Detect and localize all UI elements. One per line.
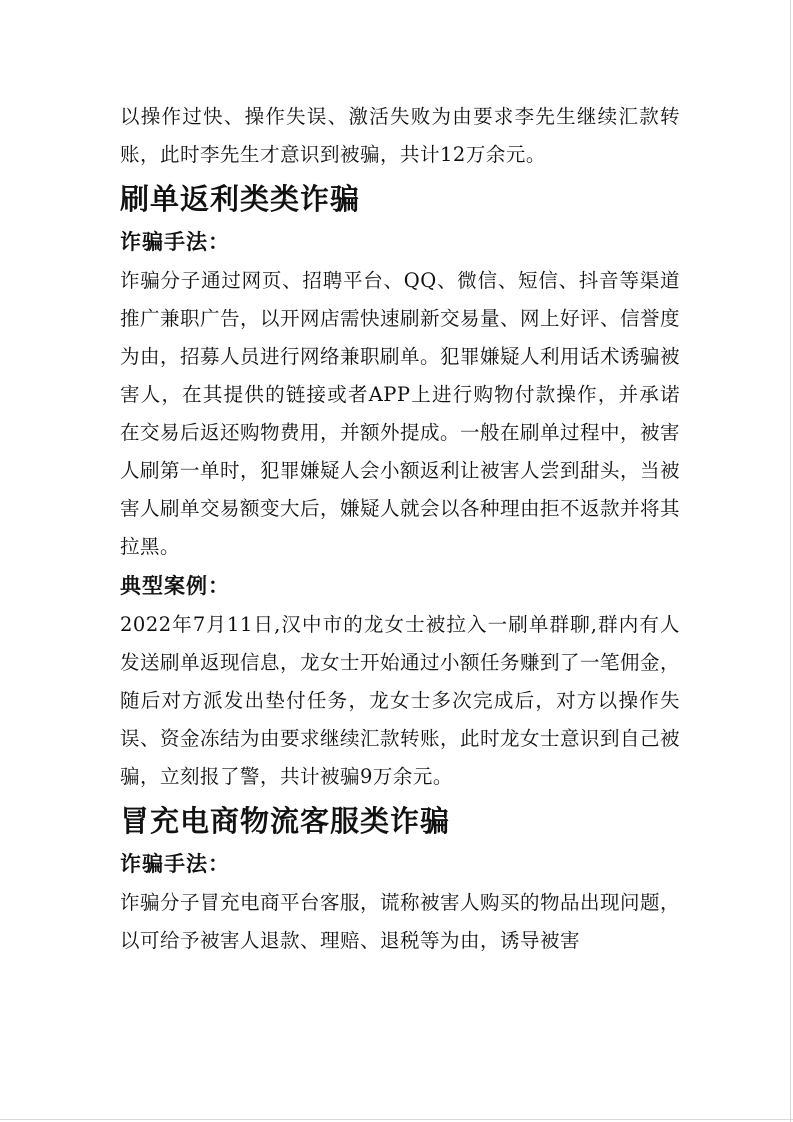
document-content xyxy=(120,98,680,960)
intro-paragraph: 以操作过快、操作失误、激活失败为由要求李先生继续汇款转账，此时李先生才意识到被骗，共计12万余元。 xyxy=(120,105,680,166)
case-label: 典型案例： xyxy=(120,574,230,598)
section-title-fake-customer-service: 冒充电商物流客服类诈骗 xyxy=(120,804,451,838)
section-title-order-brushing: 刷单返利类类诈骗 xyxy=(120,182,361,216)
page-border-right xyxy=(790,0,791,1122)
page-border-bottom xyxy=(0,1119,793,1120)
method-label: 诈骗手法： xyxy=(120,230,230,254)
case-paragraph: 2022年7月11日,汉中市的龙女士被拉入一刷单群聊,群内有人发送刷单返现信息，龙女士开始通过小额任务赚到了一笔佣金，随后对方派发出垫付任务，龙女士多次完成后，对方以操作失误、资金冻结为由要求继续汇款转账，此时龙女士意识到自己被骗，立刻报了警，共计被骗9万余元。 xyxy=(120,613,681,788)
method-label-2: 诈骗手法： xyxy=(120,852,230,876)
method-paragraph: 诈骗分子通过网页、招聘平台、QQ、微信、短信、抖音等渠道推广兼职广告，以开网店需快速刷新交易量、网上好评、信誉度为由，招募人员进行网络兼职刷单。犯罪嫌疑人利用话术诱骗被害人，在其提供的链接或者APP上进行购物付款操作，并承诺在交易后返还购物费用，并额外提成。一般在刷单过程中，被害人刷第一单时，犯罪嫌疑人会小额返利让被害人尝到甜头，当被害人刷单交易额变大后，嫌疑人就会以各种理由拒不返款并将其拉黑。 xyxy=(120,269,681,558)
method-paragraph-2: 诈骗分子冒充电商平台客服，谎称被害人购买的物品出现问题，以可给予被害人退款、理赔、退税等为由，诱导被害 xyxy=(120,891,681,952)
